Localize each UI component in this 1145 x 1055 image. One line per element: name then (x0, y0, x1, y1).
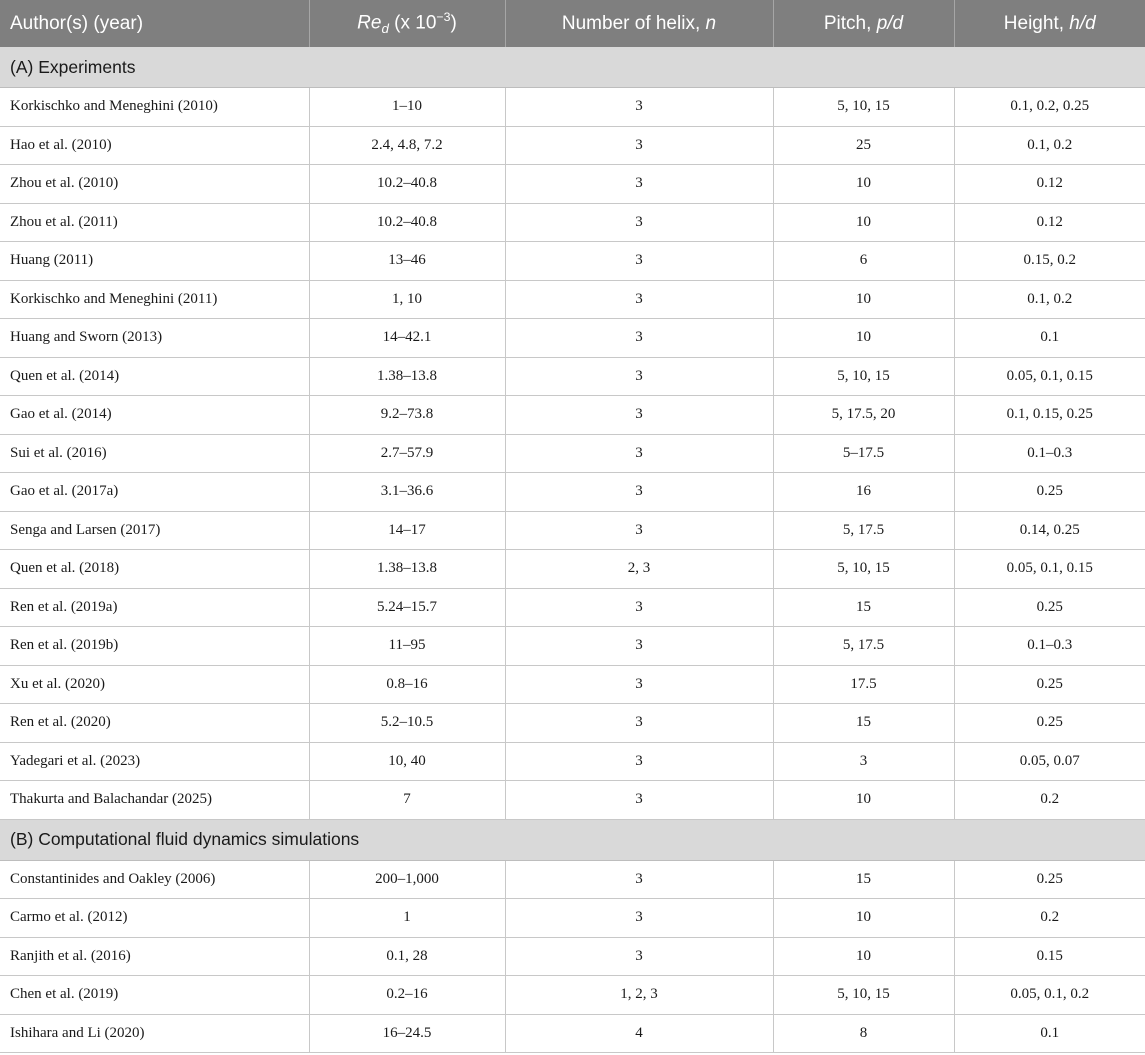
cell-pitch: 15 (773, 860, 954, 899)
experiments-section (0, 47, 1145, 819)
cell-helix-count: 3 (505, 357, 773, 396)
table-row (0, 165, 1145, 204)
cell-author: Ren et al. (2019b) (0, 627, 309, 666)
cell-pitch: 5, 10, 15 (773, 976, 954, 1015)
table-row (0, 550, 1145, 589)
cell-reynolds: 13–46 (309, 242, 505, 281)
cell-height: 0.1 (954, 319, 1145, 358)
cell-author: Constantinides and Oakley (2006) (0, 860, 309, 899)
cell-helix-count: 3 (505, 860, 773, 899)
table-row (0, 396, 1145, 435)
cell-height: 0.1, 0.15, 0.25 (954, 396, 1145, 435)
cell-author: Quen et al. (2014) (0, 357, 309, 396)
cell-author: Sui et al. (2016) (0, 434, 309, 473)
table-row (0, 319, 1145, 358)
cell-helix-count: 3 (505, 319, 773, 358)
cell-author: Yadegari et al. (2023) (0, 742, 309, 781)
cell-helix-count: 3 (505, 165, 773, 204)
cell-reynolds: 10.2–40.8 (309, 203, 505, 242)
cell-author: Quen et al. (2018) (0, 550, 309, 589)
header-re-factor-suffix: ) (450, 12, 457, 34)
header-re-factor-exp: −3 (436, 10, 451, 25)
cell-helix-count: 3 (505, 280, 773, 319)
cell-reynolds: 14–17 (309, 511, 505, 550)
cell-author: Senga and Larsen (2017) (0, 511, 309, 550)
cell-height: 0.14, 0.25 (954, 511, 1145, 550)
cell-height: 0.1–0.3 (954, 434, 1145, 473)
cell-height: 0.2 (954, 781, 1145, 820)
cfd-section (0, 819, 1145, 1053)
table-row (0, 1014, 1145, 1053)
header-re-factor-prefix: (x 10 (394, 12, 437, 34)
table-row (0, 627, 1145, 666)
cell-reynolds: 0.1, 28 (309, 937, 505, 976)
cell-author: Chen et al. (2019) (0, 976, 309, 1015)
cell-pitch: 6 (773, 242, 954, 281)
cell-pitch: 5, 10, 15 (773, 88, 954, 127)
cell-author: Gao et al. (2014) (0, 396, 309, 435)
cell-author: Ranjith et al. (2016) (0, 937, 309, 976)
cell-helix-count: 3 (505, 665, 773, 704)
cell-author: Ren et al. (2020) (0, 704, 309, 743)
cell-reynolds: 2.4, 4.8, 7.2 (309, 126, 505, 165)
cell-pitch: 10 (773, 203, 954, 242)
cell-reynolds: 1 (309, 899, 505, 938)
table-row (0, 434, 1145, 473)
cell-pitch: 3 (773, 742, 954, 781)
cell-height: 0.15 (954, 937, 1145, 976)
header-helix-symbol: n (705, 12, 717, 34)
cell-author: Korkischko and Meneghini (2010) (0, 88, 309, 127)
cell-reynolds: 10.2–40.8 (309, 165, 505, 204)
cell-helix-count: 3 (505, 899, 773, 938)
cell-height: 0.25 (954, 588, 1145, 627)
cell-reynolds: 1.38–13.8 (309, 550, 505, 589)
cell-helix-count: 3 (505, 242, 773, 281)
cell-reynolds: 5.2–10.5 (309, 704, 505, 743)
cell-author: Thakurta and Balachandar (2025) (0, 781, 309, 820)
table-row (0, 88, 1145, 127)
cell-height: 0.25 (954, 860, 1145, 899)
cell-reynolds: 1, 10 (309, 280, 505, 319)
cell-helix-count: 3 (505, 627, 773, 666)
cell-reynolds: 200–1,000 (309, 860, 505, 899)
header-helix (505, 0, 773, 47)
cell-helix-count: 1, 2, 3 (505, 976, 773, 1015)
cell-height: 0.05, 0.1, 0.15 (954, 357, 1145, 396)
cell-helix-count: 3 (505, 937, 773, 976)
header-re-subscript: d (381, 21, 389, 37)
table-row (0, 511, 1145, 550)
cell-pitch: 5, 17.5 (773, 511, 954, 550)
cell-height: 0.15, 0.2 (954, 242, 1145, 281)
cell-author: Ren et al. (2019a) (0, 588, 309, 627)
cell-author: Korkischko and Meneghini (2011) (0, 280, 309, 319)
cell-pitch: 25 (773, 126, 954, 165)
header-reynolds (309, 0, 505, 47)
cell-reynolds: 9.2–73.8 (309, 396, 505, 435)
cell-height: 0.1, 0.2 (954, 280, 1145, 319)
table-row (0, 665, 1145, 704)
cell-author: Xu et al. (2020) (0, 665, 309, 704)
cell-pitch: 10 (773, 319, 954, 358)
cell-author: Carmo et al. (2012) (0, 899, 309, 938)
cell-pitch: 5–17.5 (773, 434, 954, 473)
cell-pitch: 15 (773, 704, 954, 743)
cell-author: Huang (2011) (0, 242, 309, 281)
cell-reynolds: 1–10 (309, 88, 505, 127)
cell-reynolds: 0.8–16 (309, 665, 505, 704)
cell-height: 0.25 (954, 473, 1145, 512)
table-row (0, 937, 1145, 976)
cell-helix-count: 3 (505, 473, 773, 512)
table-row (0, 280, 1145, 319)
cell-height: 0.25 (954, 704, 1145, 743)
cell-height: 0.1 (954, 1014, 1145, 1053)
cell-pitch: 8 (773, 1014, 954, 1053)
header-row (0, 0, 1145, 47)
cell-reynolds: 10, 40 (309, 742, 505, 781)
cell-helix-count: 3 (505, 742, 773, 781)
cell-reynolds: 1.38–13.8 (309, 357, 505, 396)
cell-pitch: 10 (773, 937, 954, 976)
cell-author: Hao et al. (2010) (0, 126, 309, 165)
cell-pitch: 10 (773, 165, 954, 204)
header-height-prefix: Height, (1003, 12, 1070, 34)
cell-reynolds: 0.2–16 (309, 976, 505, 1015)
cell-helix-count: 3 (505, 126, 773, 165)
header-pitch-prefix: Pitch, (823, 12, 877, 34)
table-row (0, 473, 1145, 512)
cell-reynolds: 7 (309, 781, 505, 820)
cell-height: 0.05, 0.1, 0.15 (954, 550, 1145, 589)
header-author: Author(s) (year) (0, 0, 309, 47)
table-row (0, 357, 1145, 396)
cell-pitch: 5, 17.5 (773, 627, 954, 666)
cell-reynolds: 3.1–36.6 (309, 473, 505, 512)
table-row (0, 976, 1145, 1015)
cell-reynolds: 14–42.1 (309, 319, 505, 358)
table-row (0, 203, 1145, 242)
cell-author: Zhou et al. (2011) (0, 203, 309, 242)
table-row (0, 899, 1145, 938)
table-row (0, 860, 1145, 899)
header-height (954, 0, 1145, 47)
cell-height: 0.05, 0.07 (954, 742, 1145, 781)
cell-pitch: 10 (773, 899, 954, 938)
cell-author: Ishihara and Li (2020) (0, 1014, 309, 1053)
cell-pitch: 16 (773, 473, 954, 512)
header-helix-prefix: Number of helix, (561, 12, 706, 34)
header-pitch-symbol: p/d (876, 12, 904, 34)
cell-helix-count: 3 (505, 588, 773, 627)
cell-pitch: 5, 10, 15 (773, 357, 954, 396)
header-pitch (773, 0, 954, 47)
table-row (0, 588, 1145, 627)
cell-helix-count: 2, 3 (505, 550, 773, 589)
header-re-symbol: Re (357, 12, 382, 34)
table-row (0, 742, 1145, 781)
cell-reynolds: 2.7–57.9 (309, 434, 505, 473)
cell-helix-count: 3 (505, 88, 773, 127)
table-row (0, 781, 1145, 820)
table-row (0, 126, 1145, 165)
cell-height: 0.25 (954, 665, 1145, 704)
cell-reynolds: 11–95 (309, 627, 505, 666)
cell-pitch: 5, 17.5, 20 (773, 396, 954, 435)
cell-helix-count: 3 (505, 511, 773, 550)
section-heading-experiments: (A) Experiments (0, 47, 1145, 88)
cell-author: Zhou et al. (2010) (0, 165, 309, 204)
cell-helix-count: 3 (505, 704, 773, 743)
cell-pitch: 17.5 (773, 665, 954, 704)
cell-height: 0.12 (954, 203, 1145, 242)
cell-helix-count: 4 (505, 1014, 773, 1053)
cell-reynolds: 5.24–15.7 (309, 588, 505, 627)
cell-pitch: 15 (773, 588, 954, 627)
table-row (0, 704, 1145, 743)
table-row (0, 242, 1145, 281)
cell-height: 0.1, 0.2, 0.25 (954, 88, 1145, 127)
cell-helix-count: 3 (505, 203, 773, 242)
cell-author: Gao et al. (2017a) (0, 473, 309, 512)
section-heading-row (0, 47, 1145, 88)
cell-pitch: 10 (773, 781, 954, 820)
cell-height: 0.1, 0.2 (954, 126, 1145, 165)
cell-helix-count: 3 (505, 396, 773, 435)
header-height-symbol: h/d (1069, 12, 1096, 34)
cell-height: 0.05, 0.1, 0.2 (954, 976, 1145, 1015)
cell-reynolds: 16–24.5 (309, 1014, 505, 1053)
cell-helix-count: 3 (505, 781, 773, 820)
cell-author: Huang and Sworn (2013) (0, 319, 309, 358)
cell-height: 0.1–0.3 (954, 627, 1145, 666)
cell-pitch: 5, 10, 15 (773, 550, 954, 589)
cell-height: 0.12 (954, 165, 1145, 204)
cell-pitch: 10 (773, 280, 954, 319)
section-heading-row (0, 819, 1145, 860)
cell-height: 0.2 (954, 899, 1145, 938)
cell-helix-count: 3 (505, 434, 773, 473)
section-heading-cfd: (B) Computational fluid dynamics simulations (0, 819, 1145, 860)
